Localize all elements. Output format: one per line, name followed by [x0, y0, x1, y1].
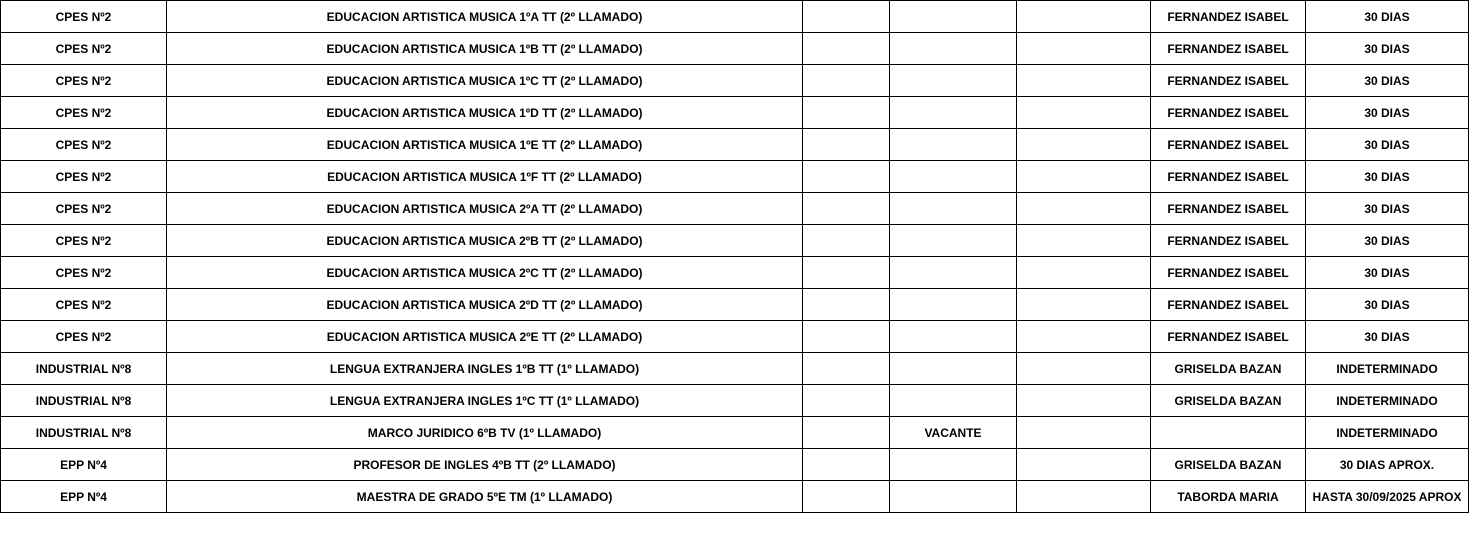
empty-cell-a: [803, 1, 890, 33]
teacher-cell: FERNANDEZ ISABEL: [1151, 289, 1306, 321]
duration-cell: 30 DIAS: [1306, 1, 1469, 33]
position-cell: EDUCACION ARTISTICA MUSICA 2ºC TT (2º LLAMADO): [167, 257, 803, 289]
duration-cell: 30 DIAS: [1306, 33, 1469, 65]
table-row: [1, 97, 1469, 129]
position-cell: EDUCACION ARTISTICA MUSICA 1ºB TT (2º LLAMADO): [167, 33, 803, 65]
duration-cell: 30 DIAS: [1306, 321, 1469, 353]
empty-cell-a: [803, 193, 890, 225]
status-cell: [890, 65, 1017, 97]
status-cell: [890, 257, 1017, 289]
school-cell: CPES Nº2: [1, 65, 167, 97]
empty-cell-a: [803, 385, 890, 417]
table-row: [1, 161, 1469, 193]
status-cell: [890, 33, 1017, 65]
empty-cell-b: [1017, 257, 1151, 289]
empty-cell-a: [803, 161, 890, 193]
school-cell: INDUSTRIAL Nº8: [1, 417, 167, 449]
status-cell: [890, 481, 1017, 513]
teacher-cell: FERNANDEZ ISABEL: [1151, 97, 1306, 129]
status-cell: [890, 289, 1017, 321]
empty-cell-a: [803, 257, 890, 289]
empty-cell-a: [803, 129, 890, 161]
empty-cell-b: [1017, 289, 1151, 321]
table-row: [1, 481, 1469, 513]
empty-cell-a: [803, 481, 890, 513]
position-cell: EDUCACION ARTISTICA MUSICA 2ºA TT (2º LLAMADO): [167, 193, 803, 225]
table-row: [1, 417, 1469, 449]
teacher-cell: FERNANDEZ ISABEL: [1151, 1, 1306, 33]
empty-cell-a: [803, 33, 890, 65]
school-cell: CPES Nº2: [1, 97, 167, 129]
empty-cell-b: [1017, 129, 1151, 161]
empty-cell-a: [803, 289, 890, 321]
position-cell: EDUCACION ARTISTICA MUSICA 1ºD TT (2º LLAMADO): [167, 97, 803, 129]
empty-cell-b: [1017, 417, 1151, 449]
empty-cell-b: [1017, 33, 1151, 65]
school-cell: CPES Nº2: [1, 257, 167, 289]
status-cell: VACANTE: [890, 417, 1017, 449]
empty-cell-b: [1017, 481, 1151, 513]
status-cell: [890, 161, 1017, 193]
school-cell: CPES Nº2: [1, 289, 167, 321]
status-cell: [890, 193, 1017, 225]
empty-cell-a: [803, 321, 890, 353]
table-row: [1, 193, 1469, 225]
teacher-cell: GRISELDA BAZAN: [1151, 353, 1306, 385]
status-cell: [890, 225, 1017, 257]
table-row: [1, 353, 1469, 385]
status-cell: [890, 449, 1017, 481]
duration-cell: 30 DIAS: [1306, 161, 1469, 193]
position-cell: EDUCACION ARTISTICA MUSICA 1ºE TT (2º LLAMADO): [167, 129, 803, 161]
empty-cell-a: [803, 225, 890, 257]
position-cell: EDUCACION ARTISTICA MUSICA 2ºE TT (2º LLAMADO): [167, 321, 803, 353]
duration-cell: 30 DIAS: [1306, 65, 1469, 97]
position-cell: LENGUA EXTRANJERA INGLES 1ºC TT (1º LLAMADO): [167, 385, 803, 417]
position-cell: LENGUA EXTRANJERA INGLES 1ºB TT (1º LLAMADO): [167, 353, 803, 385]
table-row: [1, 321, 1469, 353]
position-cell: EDUCACION ARTISTICA MUSICA 2ºB TT (2º LLAMADO): [167, 225, 803, 257]
empty-cell-a: [803, 449, 890, 481]
duration-cell: 30 DIAS: [1306, 225, 1469, 257]
teacher-cell: FERNANDEZ ISABEL: [1151, 33, 1306, 65]
position-cell: EDUCACION ARTISTICA MUSICA 1ºF TT (2º LLAMADO): [167, 161, 803, 193]
school-cell: CPES Nº2: [1, 193, 167, 225]
duration-cell: INDETERMINADO: [1306, 417, 1469, 449]
empty-cell-a: [803, 353, 890, 385]
empty-cell-b: [1017, 1, 1151, 33]
table-row: [1, 225, 1469, 257]
table-row: [1, 33, 1469, 65]
school-cell: CPES Nº2: [1, 129, 167, 161]
school-cell: CPES Nº2: [1, 33, 167, 65]
status-cell: [890, 353, 1017, 385]
duration-cell: 30 DIAS: [1306, 289, 1469, 321]
status-cell: [890, 129, 1017, 161]
status-cell: [890, 385, 1017, 417]
teacher-cell: FERNANDEZ ISABEL: [1151, 321, 1306, 353]
status-cell: [890, 1, 1017, 33]
empty-cell-b: [1017, 449, 1151, 481]
position-cell: EDUCACION ARTISTICA MUSICA 2ºD TT (2º LLAMADO): [167, 289, 803, 321]
empty-cell-b: [1017, 97, 1151, 129]
empty-cell-b: [1017, 225, 1151, 257]
school-cell: CPES Nº2: [1, 161, 167, 193]
duration-cell: 30 DIAS: [1306, 97, 1469, 129]
duration-cell: 30 DIAS: [1306, 257, 1469, 289]
empty-cell-b: [1017, 321, 1151, 353]
table-body: [1, 1, 1469, 513]
duration-cell: 30 DIAS APROX.: [1306, 449, 1469, 481]
school-cell: INDUSTRIAL Nº8: [1, 385, 167, 417]
teacher-cell: GRISELDA BAZAN: [1151, 385, 1306, 417]
table-row: [1, 65, 1469, 97]
empty-cell-b: [1017, 193, 1151, 225]
table-row: [1, 385, 1469, 417]
duration-cell: 30 DIAS: [1306, 129, 1469, 161]
teacher-cell: [1151, 417, 1306, 449]
table-row: [1, 449, 1469, 481]
position-cell: EDUCACION ARTISTICA MUSICA 1ºC TT (2º LLAMADO): [167, 65, 803, 97]
status-cell: [890, 97, 1017, 129]
position-cell: MARCO JURIDICO 6ºB TV (1º LLAMADO): [167, 417, 803, 449]
duration-cell: HASTA 30/09/2025 APROX: [1306, 481, 1469, 513]
status-cell: [890, 321, 1017, 353]
duration-cell: INDETERMINADO: [1306, 385, 1469, 417]
teacher-cell: FERNANDEZ ISABEL: [1151, 161, 1306, 193]
empty-cell-b: [1017, 161, 1151, 193]
empty-cell-a: [803, 417, 890, 449]
duration-cell: INDETERMINADO: [1306, 353, 1469, 385]
teacher-cell: GRISELDA BAZAN: [1151, 449, 1306, 481]
table-row: [1, 257, 1469, 289]
school-cell: EPP Nº4: [1, 449, 167, 481]
school-cell: INDUSTRIAL Nº8: [1, 353, 167, 385]
teacher-cell: FERNANDEZ ISABEL: [1151, 129, 1306, 161]
empty-cell-b: [1017, 385, 1151, 417]
position-cell: PROFESOR DE INGLES 4ºB TT (2º LLAMADO): [167, 449, 803, 481]
teacher-cell: FERNANDEZ ISABEL: [1151, 65, 1306, 97]
school-cell: CPES Nº2: [1, 225, 167, 257]
table-row: [1, 129, 1469, 161]
empty-cell-b: [1017, 65, 1151, 97]
position-cell: EDUCACION ARTISTICA MUSICA 1ºA TT (2º LLAMADO): [167, 1, 803, 33]
empty-cell-a: [803, 65, 890, 97]
teacher-cell: FERNANDEZ ISABEL: [1151, 225, 1306, 257]
teacher-cell: TABORDA MARIA: [1151, 481, 1306, 513]
empty-cell-a: [803, 97, 890, 129]
school-cell: EPP Nº4: [1, 481, 167, 513]
teacher-cell: FERNANDEZ ISABEL: [1151, 193, 1306, 225]
table-row: [1, 289, 1469, 321]
position-cell: MAESTRA DE GRADO 5ºE TM (1º LLAMADO): [167, 481, 803, 513]
duration-cell: 30 DIAS: [1306, 193, 1469, 225]
empty-cell-b: [1017, 353, 1151, 385]
table-row: [1, 1, 1469, 33]
teacher-cell: FERNANDEZ ISABEL: [1151, 257, 1306, 289]
school-cell: CPES Nº2: [1, 321, 167, 353]
school-cell: CPES Nº2: [1, 1, 167, 33]
